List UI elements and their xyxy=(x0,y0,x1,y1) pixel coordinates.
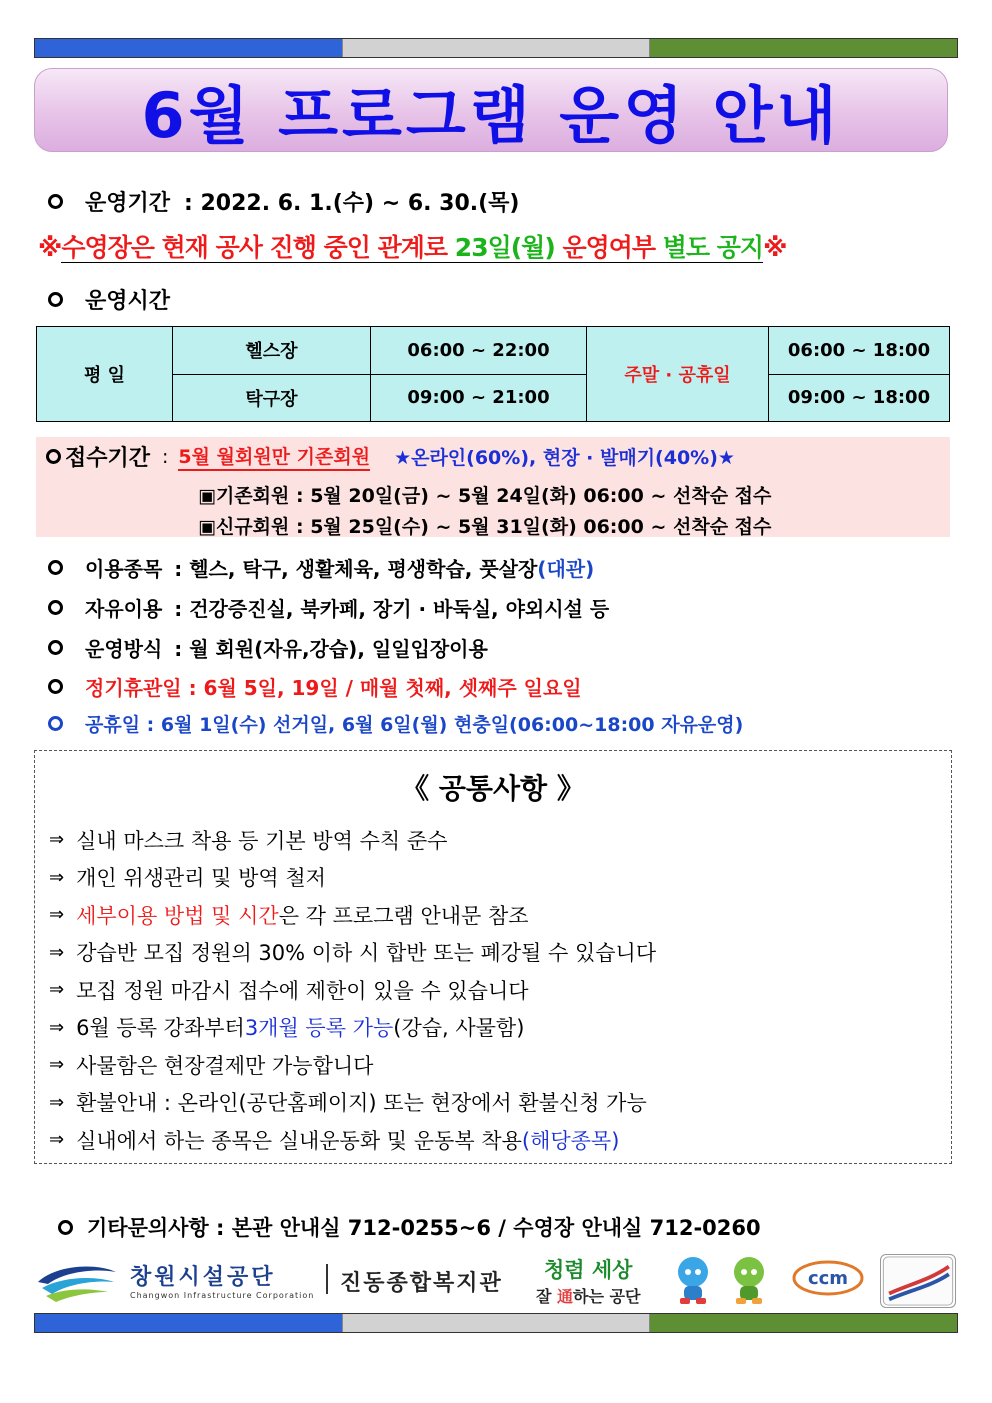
free-use-value: : 건강증진실, 북카페, 장기 · 바둑실, 야외시설 등 xyxy=(174,597,610,621)
items-row xyxy=(48,553,594,582)
list-item: ⇒ 환불안내 : 온라인(공단홈페이지) 또는 현장에서 환불신청 가능 xyxy=(49,1091,647,1116)
method-value: : 월 회원(자유,강습), 일일입장이용 xyxy=(174,637,488,661)
arrow-icon: ⇒ xyxy=(49,1054,65,1076)
facility-cell: 헬스장 xyxy=(173,327,371,375)
method-label: 운영방식 xyxy=(85,637,163,661)
title-banner xyxy=(34,68,948,152)
circle-bullet-icon xyxy=(46,449,61,464)
arrow-icon: ⇒ xyxy=(49,979,65,1001)
slogan-logo xyxy=(536,1254,640,1307)
org-logo xyxy=(130,1260,314,1300)
arrow-icon: ⇒ xyxy=(49,941,65,963)
free-use-row xyxy=(48,593,609,622)
svg-text:ccm: ccm xyxy=(807,1268,849,1289)
arrow-icon: ⇒ xyxy=(49,866,65,888)
circle-bullet-icon xyxy=(48,560,63,575)
bottom-color-bar xyxy=(34,1313,958,1333)
notice-part1: 수영장은 현재 공사 진행 중인 관계로 xyxy=(61,233,455,262)
notice-date: 23일(월) xyxy=(454,233,555,262)
common-heading: 《 공통사항 》 xyxy=(401,772,585,805)
notice-prefix: ※ xyxy=(38,233,62,262)
common-notes-box xyxy=(34,750,952,1164)
list-item: ⇒ 강습반 모집 정원의 30% 이하 시 합반 또는 폐강될 수 있습니다 xyxy=(49,941,657,966)
org-name: 창원시설공단 xyxy=(130,1265,276,1290)
registration-header xyxy=(46,441,735,472)
list-item: ⇒ 세부이용 방법 및 시간 은 각 프로그램 안내문 참조 xyxy=(49,903,529,928)
slogan-top: 청렴 세상 xyxy=(543,1258,633,1282)
registration-new: ▣신규회원 : 5월 25일(수) ~ 5월 31일(화) 06:00 ~ 선착순 접수 xyxy=(198,516,772,538)
arrow-icon: ⇒ xyxy=(49,829,65,851)
arrow-icon: ⇒ xyxy=(49,1016,65,1038)
common-list xyxy=(49,821,656,1159)
circle-bullet-icon xyxy=(48,194,63,209)
contact-text: 기타문의사항 : 본관 안내실 712-0255~6 / 수영장 안내실 712-0260 xyxy=(87,1216,761,1240)
weekday-time-cell: 09:00 ~ 21:00 xyxy=(371,374,587,422)
registration-ratio: ★온라인(60%), 현장 · 발매기(40%)★ xyxy=(394,447,735,469)
items-label: 이용종목 xyxy=(85,557,163,581)
list-item: ⇒ 실내에서 하는 종목은 실내운동화 및 운동복 착용 (해당종목) xyxy=(49,1128,620,1153)
circle-bullet-icon xyxy=(58,1220,73,1235)
hours-row xyxy=(48,284,170,315)
notice-suffix: ※ xyxy=(763,233,787,262)
circle-bullet-icon xyxy=(48,600,63,615)
mascot-green-icon xyxy=(726,1254,772,1306)
closed-text: 정기휴관일 : 6월 5일, 19일 / 매월 첫째, 셋째주 일요일 xyxy=(85,676,582,700)
logo-divider xyxy=(326,1264,328,1294)
registration-colon: : xyxy=(162,445,169,468)
circle-bullet-icon xyxy=(48,716,63,731)
weekend-time-cell: 06:00 ~ 18:00 xyxy=(769,327,950,375)
weekend-header: 주말 · 공휴일 xyxy=(587,327,769,422)
period-value: : 2022. 6. 1.(수) ~ 6. 30.(목) xyxy=(184,191,520,216)
list-item: ⇒ 모집 정원 마감시 접수에 제한이 있을 수 있습니다 xyxy=(49,978,529,1003)
center-name: 진동종합복지관 xyxy=(340,1271,503,1296)
list-item: ⇒ 실내 마스크 착용 등 기본 방역 수칙 준수 xyxy=(49,828,448,853)
arrow-icon: ⇒ xyxy=(49,1129,65,1151)
top-color-bar xyxy=(34,38,958,58)
items-value: : 헬스, 탁구, 생활체육, 평생학습, 풋살장 xyxy=(174,557,538,581)
mascot-blue-icon xyxy=(670,1254,716,1306)
notice-separate: 별도 공지 xyxy=(662,233,764,262)
registration-label: 접수기간 xyxy=(65,446,151,471)
list-item: ⇒ 6월 등록 강좌부터 3개월 등록 가능 (강습, 사물함) xyxy=(49,1016,525,1041)
holiday-row xyxy=(48,710,743,737)
slogan-bottom: 잘 通하는 공단 xyxy=(536,1287,641,1306)
table-row xyxy=(37,327,950,375)
pool-notice xyxy=(38,228,946,264)
registration-target: 5월 월회원만 기존회원 xyxy=(178,442,370,471)
circle-bullet-icon xyxy=(48,640,63,655)
facility-cell: 탁구장 xyxy=(173,374,371,422)
circle-bullet-icon xyxy=(48,292,63,307)
free-use-label: 자유이용 xyxy=(85,597,163,621)
table-row xyxy=(37,374,950,422)
holiday-text: 공휴일 : 6월 1일(수) 선거일, 6월 6일(월) 현충일(06:00~18:00 자유운영) xyxy=(85,714,744,736)
circle-bullet-icon xyxy=(48,679,63,694)
method-row xyxy=(48,633,488,662)
hours-table xyxy=(36,326,950,422)
weekend-time-cell: 09:00 ~ 18:00 xyxy=(769,374,950,422)
items-extra: (대관) xyxy=(537,557,595,581)
registration-box xyxy=(36,437,950,537)
list-item: ⇒ 사물함은 현장결제만 가능합니다 xyxy=(49,1053,374,1078)
registration-existing: ▣기존회원 : 5월 20일(금) ~ 5월 24일(화) 06:00 ~ 선착순 접수 xyxy=(198,485,772,507)
period-row xyxy=(48,186,519,217)
arrow-icon: ⇒ xyxy=(49,904,65,926)
footer-logos xyxy=(34,1254,958,1309)
list-item: ⇒ 개인 위생관리 및 방역 철저 xyxy=(49,866,326,891)
ccm-logo-icon xyxy=(788,1256,868,1306)
closed-row xyxy=(48,672,582,701)
arrow-icon: ⇒ xyxy=(49,1091,65,1113)
contact-row xyxy=(58,1212,761,1242)
org-english: Changwon Infrastructure Corporation xyxy=(130,1291,315,1300)
swoosh-logo-icon xyxy=(34,1258,120,1306)
page-title: 6월 프로그램 운영 안내 xyxy=(141,78,841,152)
weekday-time-cell: 06:00 ~ 22:00 xyxy=(371,327,587,375)
notice-part3: 운영여부 xyxy=(554,233,663,262)
hours-label: 운영시간 xyxy=(85,289,171,314)
weekday-header: 평 일 xyxy=(37,327,173,422)
period-label: 운영기간 xyxy=(85,191,171,216)
certification-badge-icon xyxy=(880,1254,956,1308)
